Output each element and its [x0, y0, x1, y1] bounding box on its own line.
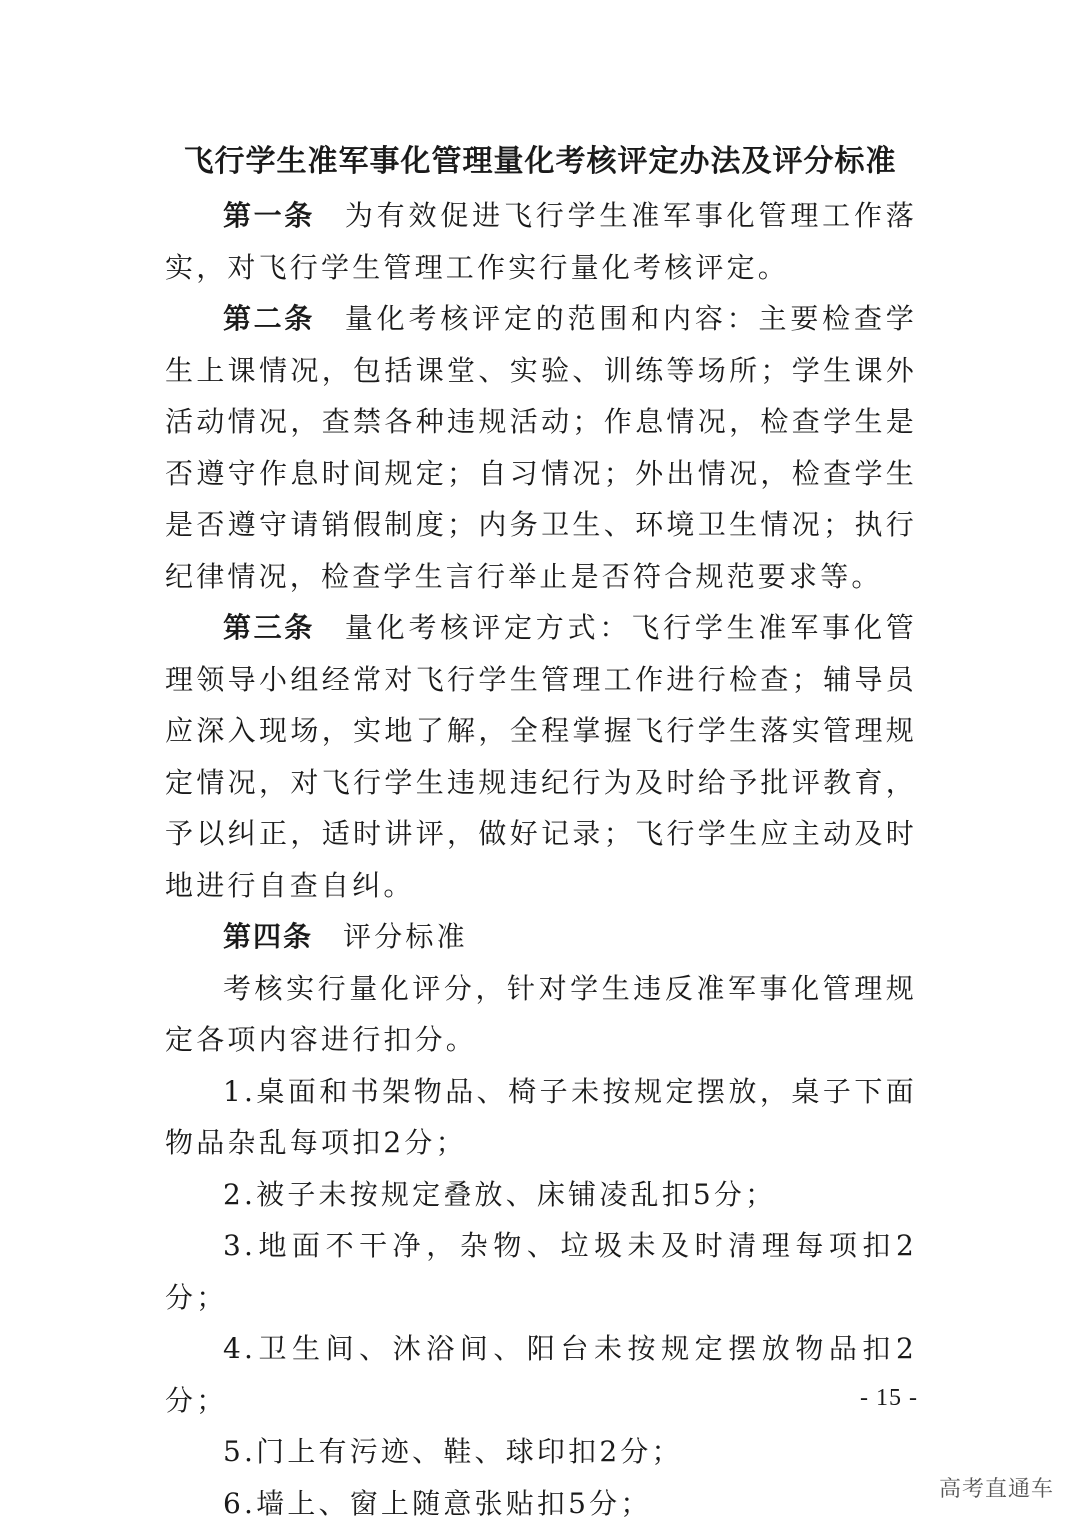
- article-text: 评分标准: [343, 920, 468, 953]
- page-number: - 15 -: [860, 1385, 918, 1412]
- scoring-item-6: 6.墙上、窗上随意张贴扣5分；: [165, 1478, 917, 1529]
- scoring-item-4: 4.卫生间、沐浴间、阳台未按规定摆放物品扣2分；: [165, 1323, 917, 1426]
- article-text: 量化考核评定的范围和内容：主要检查学生上课情况，包括课堂、实验、训练等场所；学生课外活动情况，查禁各种违规活动；作息情况，检查学生是否遵守作息时间规定；自习情况；外出情况，检查学生是否遵守请销假制度；内务卫生、环境卫生情况；执行纪律情况，检查学生言行举止是否符合规范要求等。: [165, 302, 917, 593]
- article-3-paragraph: [165, 602, 917, 911]
- scoring-item-1: 1.桌面和书架物品、椅子未按规定摆放，桌子下面物品杂乱每项扣2分；: [165, 1066, 917, 1169]
- document-title: 飞行学生准军事化管理量化考核评定办法及评分标准: [0, 140, 1080, 184]
- scoring-intro-paragraph: 考核实行量化评分，针对学生违反准军事化管理规定各项内容进行扣分。: [165, 963, 917, 1066]
- scoring-item-5: 5.门上有污迹、鞋、球印扣2分；: [165, 1426, 917, 1478]
- scoring-item-2: 2.被子未按规定叠放、床铺凌乱扣5分；: [165, 1169, 917, 1221]
- article-label: 第一条: [223, 199, 315, 232]
- watermark-text: 高考直通车: [939, 1472, 1054, 1503]
- article-text: 为有效促进飞行学生准军事化管理工作落实，对飞行学生管理工作实行量化考核评定。: [165, 199, 917, 284]
- article-2-paragraph: [165, 293, 917, 602]
- article-1-paragraph: [165, 190, 917, 293]
- article-4-paragraph: [165, 911, 917, 963]
- article-text: 量化考核评定方式：飞行学生准军事化管理领导小组经常对飞行学生管理工作进行检查；辅导员应深入现场，实地了解，全程掌握飞行学生落实管理规定情况，对飞行学生违规违纪行为及时给予批评教育，予以纠正，适时讲评，做好记录；飞行学生应主动及时地进行自查自纠。: [165, 611, 917, 902]
- article-label: 第四条: [223, 920, 313, 953]
- scoring-item-3: 3.地面不干净，杂物、垃圾未及时清理每项扣2分；: [165, 1220, 917, 1323]
- article-label: 第三条: [223, 611, 315, 644]
- document-body: [165, 190, 917, 1529]
- article-label: 第二条: [223, 302, 315, 335]
